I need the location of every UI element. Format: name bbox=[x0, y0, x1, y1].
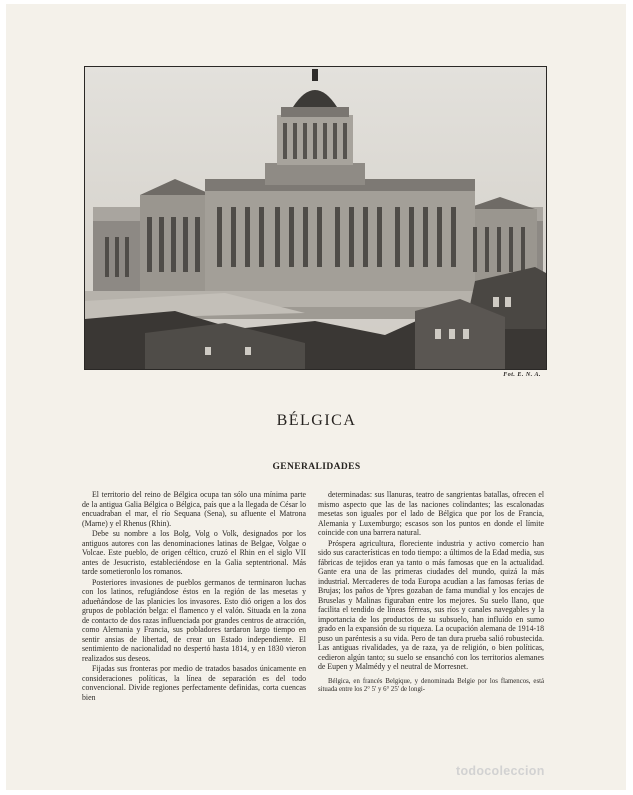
paragraph: Próspera agricultura, floreciente industria y activo comercio han sido sus características en todo tiempo: a últimos de la Edad media, sus fábricas de tejidos eran ya tanto o más famosas que en la actualidad. Gante era una de las primeras ciudades del mundo, quizá la más industrial. Mercaderes de toda Europa acudían a las famosas ferias de Brujas; los paños de Ypres gozaban de fama mundial y los encajes de Bruselas y Malinas figuraban entre los mejores. Su suelo llano, que facilita el tendido de líneas férreas, sus ríos y canales navegables y la importancia de los productos de su subsuelo, han influído en sumo grado en la expansión de su riqueza. La ocupación alemana de 1914-18 puso un paréntesis a su vida. Pero de tan dura prueba salió robustecida. Las antiguas rivalidades, ya de raza, ya de religión, o bien políticas, cedieron algún tanto; su suelo se ensanchó con los territorios alemanes de Eupen y Malmédy y el neutral de Morresnet. bbox=[318, 538, 544, 671]
paragraph: Fijadas sus fronteras por medio de tratados basados únicamente en consideraciones políticas, la línea de separación es del todo convencional. Divide regiones perfectamente definidas, corta cuencas bien bbox=[82, 664, 306, 702]
palace-of-justice-photo bbox=[84, 66, 547, 370]
paragraph: Debe su nombre a los Bolg, Volg o Volk, designados por los antiguos autores con las denominaciones latinas de Belgae, Volgae o Volcae. Este pueblo, de origen céltico, cruzó el Rhin en el siglo VII antes de Jesucristo, estableciéndose en la Galia septentrional. Más tarde sometieronlo los romanos. bbox=[82, 529, 306, 576]
building-illustration bbox=[85, 67, 546, 369]
photo-credit: Fot. E. N. A. bbox=[503, 372, 541, 378]
paragraph: determinadas: sus llanuras, teatro de sangrientas batallas, ofrecen el mismo aspecto que las de las naciones colindantes; las escalonadas mesetas son iguales por el lado de Bélgica que por los de Francia, Alemania y Luxemburgo; escasos son los puntos en donde el límite coincide con una barrera natural. bbox=[318, 490, 544, 537]
right-column bbox=[318, 490, 544, 694]
section-heading: GENERALIDADES bbox=[272, 462, 361, 472]
left-column bbox=[82, 490, 306, 702]
watermark-text: todocoleccion bbox=[456, 764, 545, 778]
paragraph: Posteriores invasiones de pueblos germanos de terminaron luchas con los latinos, refugiándose éstos en la región de las mesetas y adueñándose de las planicies los invasores. Esto dió origen a los dos grupos de población belga: el flamenco y el valón. Situada en la zona de contacto de dos razas influenciada por grandes centros de atracción, como Alemania y Francia, sus pobladores tardaron largo tiempo en sentir ansias de libertad, de crear un Estado independiente. El sentimiento de nacionalidad no despertó hasta 1814, y en 1830 vieron realizados sus deseos. bbox=[82, 577, 306, 663]
watermark bbox=[456, 764, 545, 778]
paragraph: El territorio del reino de Bélgica ocupa tan sólo una mínima parte de la antigua Galia Bélgica o Bélgica, país que a la llegada de César lo encuadraban el mar, el río Sequana (Sena), su afluente el Matrona (Marne) y el Rhenus (Rhin). bbox=[82, 490, 306, 528]
article-title: BÉLGICA bbox=[276, 412, 357, 429]
footnote: Bélgica, en francés Belgique, y denominada Belgie por los flamencos, está situada entre los 2° 5' y 6° 25' de longi- bbox=[318, 677, 544, 693]
